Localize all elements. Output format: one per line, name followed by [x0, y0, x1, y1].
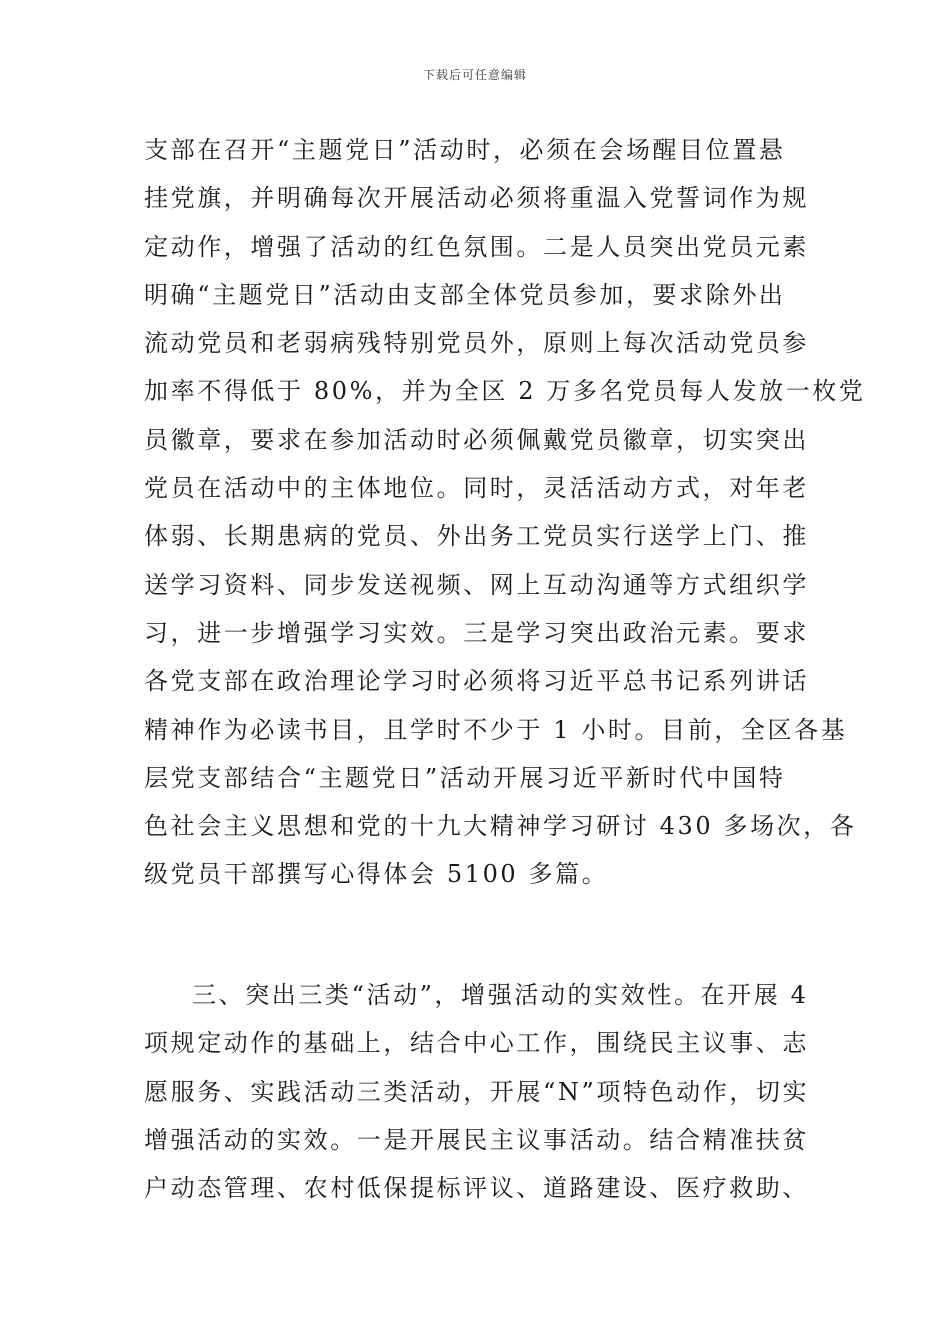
body-paragraph-2: [144, 971, 816, 1212]
text-line: 三、突出三类“活动”，增强活动的实效性。在开展 4: [192, 981, 809, 1009]
text-line: 色社会主义思想和党的十九大精神学习研讨 430 多场次，各: [144, 812, 857, 841]
text-line: 流动党员和老弱病残特别党员外，原则上每次活动党员参: [144, 329, 809, 358]
text-line: 加率不得低于 80%，并为全区 2 万多名党员每人发放一枚党: [144, 377, 866, 406]
text-line: 级党员干部撰写心得体会 5100 多篇。: [144, 860, 609, 889]
text-line: 层党支部结合“主题党日”活动开展习近平新时代中国特: [144, 763, 786, 792]
body-paragraph-1: [144, 126, 866, 899]
text-line: 体弱、长期患病的党员、外出务工党员实行送学上门、推: [144, 522, 809, 551]
text-line: 增强活动的实效。一是开展民主议事活动。结合精准扶贫: [144, 1125, 809, 1154]
text-line: 送学习资料、同步发送视频、网上互动沟通等方式组织学: [144, 570, 809, 599]
text-line: 习，进一步增强学习实效。三是学习突出政治元素。要求: [144, 618, 809, 647]
text-line: 愿服务、实践活动三类活动，开展“N”项特色动作，切实: [144, 1077, 810, 1106]
text-line: 党员在活动中的主体地位。同时，灵活活动方式，对年老: [144, 474, 809, 503]
text-line: 员徽章，要求在参加活动时必须佩戴党员徽章，切实突出: [144, 425, 809, 454]
text-line: 明确“主题党日”活动由支部全体党员参加，要求除外出: [144, 280, 786, 309]
text-line: 挂党旗，并明确每次开展活动必须将重温入党誓词作为规: [144, 184, 809, 213]
text-line: 精神作为必读书目，且学时不少于 1 小时。目前，全区各基: [144, 715, 848, 744]
text-line: 定动作，增强了活动的红色氛围。二是人员突出党员元素: [144, 232, 809, 261]
text-line: 支部在召开“主题党日”活动时，必须在会场醒目位置悬: [144, 136, 786, 164]
text-line: 户动态管理、农村低保提标评议、道路建设、医疗救助、: [144, 1174, 809, 1203]
page-header: 下载后可任意编辑: [422, 68, 527, 82]
text-line: 项规定动作的基础上，结合中心工作，围绕民主议事、志: [144, 1029, 809, 1058]
text-line: 各党支部在政治理论学习时必须将习近平总书记系列讲话: [144, 667, 809, 696]
